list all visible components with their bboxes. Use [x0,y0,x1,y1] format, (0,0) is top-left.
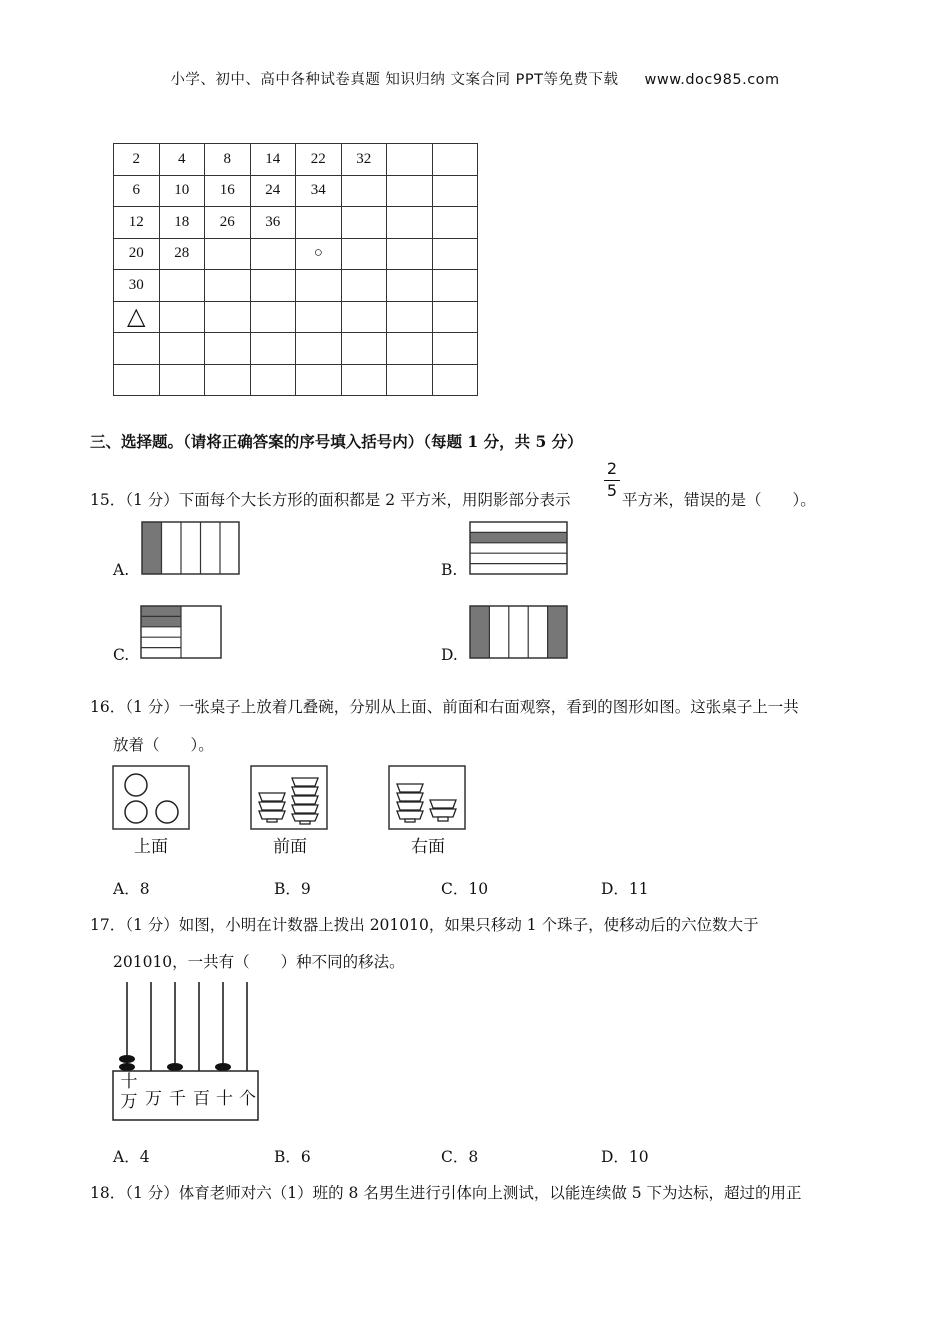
grid-cell [341,207,387,239]
header-url[interactable]: www.doc985.com [644,72,780,88]
grid-cell [296,364,342,396]
grid-cell: 24 [250,175,296,207]
grid-cell [205,301,251,333]
view-label-top: 上面 [134,837,168,857]
grid-cell [432,301,478,333]
top-view-figure [112,765,192,831]
right-view-figure [388,765,468,831]
grid-cell [159,364,205,396]
fraction-numerator: 2 [606,459,618,478]
option-a-figure [140,520,242,576]
question-18-line1: 18．（1 分）体育老师对六（1）班的 8 名男生进行引体向上测试，以能连续做 5 下为达标，超过的用正 [90,1184,802,1202]
grid-cell [387,333,433,365]
q17-option-b[interactable]: B．6 [274,1148,311,1166]
grid-cell: 22 [296,144,342,176]
option-b-figure [468,520,570,576]
grid-cell: 6 [114,175,160,207]
grid-cell [387,207,433,239]
question-17-line2: 201010，一共有（ ）种不同的移法。 [113,953,405,971]
abacus-label-one: 个 [239,1089,256,1109]
grid-row [114,238,478,270]
grid-cell [387,144,433,176]
grid-cell [159,270,205,302]
question-17-line1: 17．（1 分）如图，小明在计数器上拨出 201010，如果只移动 1 个珠子，使移动后的六位数大于 [90,916,759,934]
grid-cell [432,207,478,239]
grid-cell [341,175,387,207]
grid-cell [114,364,160,396]
grid-row [114,364,478,396]
abacus-label-thousand: 千 [169,1089,186,1109]
grid-cell: 2 [114,144,160,176]
grid-cell [205,364,251,396]
grid-cell [341,301,387,333]
q17-option-d[interactable]: D．10 [601,1148,649,1166]
grid-cell [432,333,478,365]
grid-cell: 20 [114,238,160,270]
question-15-text-before: 15．（1 分）下面每个大长方形的面积都是 2 平方米，用阴影部分表示 [90,491,571,509]
grid-cell: 8 [205,144,251,176]
header-text: 小学、初中、高中各种试卷真题 知识归纳 文案合同 PPT等免费下载 [170,72,619,88]
grid-row [114,301,478,333]
grid-cell [341,364,387,396]
fraction-two-fifths [604,460,620,500]
grid-cell [432,144,478,176]
fraction-denominator: 5 [606,481,618,500]
option-c-figure [139,604,223,660]
grid-cell [387,238,433,270]
grid-cell [341,238,387,270]
grid-row [114,144,478,176]
grid-row [114,270,478,302]
page-header [0,68,950,89]
grid-cell [432,175,478,207]
section-title: 三、选择题。（请将正确答案的序号填入括号内）（每题 1 分，共 5 分） [90,432,583,451]
grid-cell [387,270,433,302]
grid-cell [341,270,387,302]
q16-option-c[interactable]: C．10 [441,880,489,898]
grid-cell: 4 [159,144,205,176]
option-d-figure [468,604,570,660]
q17-option-a[interactable]: A．4 [113,1148,150,1166]
view-label-right: 右面 [411,837,445,857]
option-a-label[interactable]: A. [113,561,130,579]
grid-cell: 16 [205,175,251,207]
grid-cell [159,301,205,333]
circle-symbol: ○ [296,238,342,270]
option-d-label[interactable]: D. [441,646,458,664]
grid-cell [205,238,251,270]
grid-cell [432,270,478,302]
grid-cell: 14 [250,144,296,176]
grid-cell [432,364,478,396]
grid-cell: 10 [159,175,205,207]
grid-cell [387,301,433,333]
q17-option-c[interactable]: C．8 [441,1148,479,1166]
grid-row [114,175,478,207]
question-16-line1: 16．（1 分）一张桌子上放着几叠碗，分别从上面、前面和右面观察，看到的图形如图。这张桌子上一共 [90,698,799,716]
grid-cell [250,364,296,396]
q16-option-d[interactable]: D．11 [601,880,649,898]
grid-cell: 36 [250,207,296,239]
triangle-symbol: △ [114,301,160,333]
grid-cell [296,207,342,239]
grid-cell: 30 [114,270,160,302]
grid-cell [432,238,478,270]
option-c-label[interactable]: C. [113,646,130,664]
grid-cell [250,333,296,365]
grid-cell [250,238,296,270]
question-15-text-after: 平方米，错误的是（ ）。 [622,491,816,509]
number-grid [113,143,478,396]
grid-cell [114,333,160,365]
abacus-label-ten-thousand: 万 [145,1089,162,1109]
front-view-figure [250,765,330,831]
question-16-line2: 放着（ ）。 [113,736,214,754]
option-b-label[interactable]: B. [441,561,458,579]
grid-cell: 26 [205,207,251,239]
grid-cell: 28 [159,238,205,270]
grid-cell [205,333,251,365]
q16-option-a[interactable]: A．8 [113,880,150,898]
abacus-label-hundred: 百 [193,1089,210,1109]
view-label-front: 前面 [273,837,307,857]
grid-cell [341,333,387,365]
grid-cell [159,333,205,365]
grid-cell: 18 [159,207,205,239]
grid-row [114,207,478,239]
grid-cell: 34 [296,175,342,207]
grid-cell [250,270,296,302]
grid-cell [250,301,296,333]
grid-cell [296,270,342,302]
grid-cell [296,333,342,365]
grid-row [114,333,478,365]
grid-cell [387,175,433,207]
grid-cell [296,301,342,333]
q16-option-b[interactable]: B．9 [274,880,311,898]
abacus-label-ten: 十 [216,1089,233,1109]
grid-cell [205,270,251,302]
grid-cell: 32 [341,144,387,176]
grid-cell [387,364,433,396]
grid-cell: 12 [114,207,160,239]
abacus-label-hundred-thousand: 十 万 [120,1072,138,1112]
